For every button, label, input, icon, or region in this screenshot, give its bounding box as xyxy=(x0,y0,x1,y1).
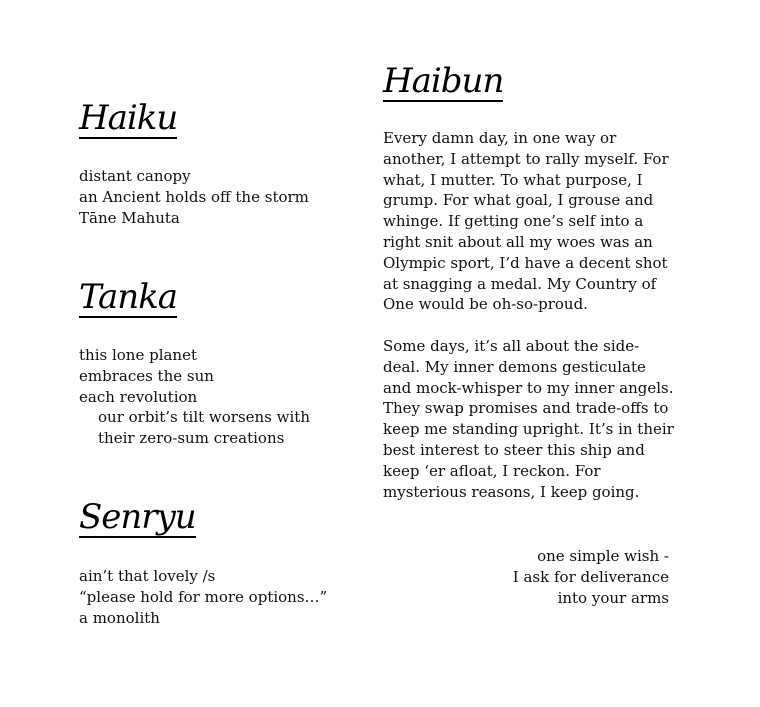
poem-line: into your arms xyxy=(557,589,669,607)
poem-line: “please hold for more options…” xyxy=(79,587,328,606)
poem-line: a monolith xyxy=(79,608,160,627)
poem-line: each revolution xyxy=(79,387,198,406)
haibun-paragraph: Some days, it’s all about the side-deal. My inner demons gesticulate and mock-whisper to my inner angels. They swap promises and trade-offs to keep me standing upright. It’s in their best interest to steer this ship and keep ‘er afloat, I reckon. For mysterious reasons, I keep going. xyxy=(383,336,674,501)
poem-line: embraces the sun xyxy=(79,366,214,385)
haibun-heading: Haibun xyxy=(383,61,504,101)
haibun-prose xyxy=(383,128,675,502)
poem-line: I ask for deliverance xyxy=(512,568,669,586)
tanka-heading: Tanka xyxy=(79,277,178,317)
poem-line: one simple wish - xyxy=(537,547,669,565)
poem-line: their zero-sum creations xyxy=(98,429,285,448)
poem-line: our orbit’s tilt worsens with xyxy=(98,408,310,427)
senryu-heading: Senryu xyxy=(79,497,196,537)
haiku-heading: Haiku xyxy=(79,98,178,138)
haibun-paragraph: Every damn day, in one way or another, I attempt to rally myself. For what, I mutter. To what purpose, I grump. For what goal, I grouse and whinge. If getting one’s self into a right snit about all my woes was an Olympic sport, I’d have a decent shot at snagging a medal. My Country of One would be oh-so-proud. xyxy=(383,129,669,314)
poem-line: ain’t that lovely /s xyxy=(79,567,216,585)
haiku-poem xyxy=(79,166,309,228)
poem-line: an Ancient holds off the storm xyxy=(79,187,309,206)
senryu-poem xyxy=(79,566,327,628)
poem-line: distant canopy xyxy=(79,167,191,185)
poem-line: this lone planet xyxy=(79,346,197,364)
poem-line: Tāne Mahuta xyxy=(79,208,180,227)
tanka-poem xyxy=(79,345,310,449)
haibun-haiku xyxy=(513,546,669,609)
